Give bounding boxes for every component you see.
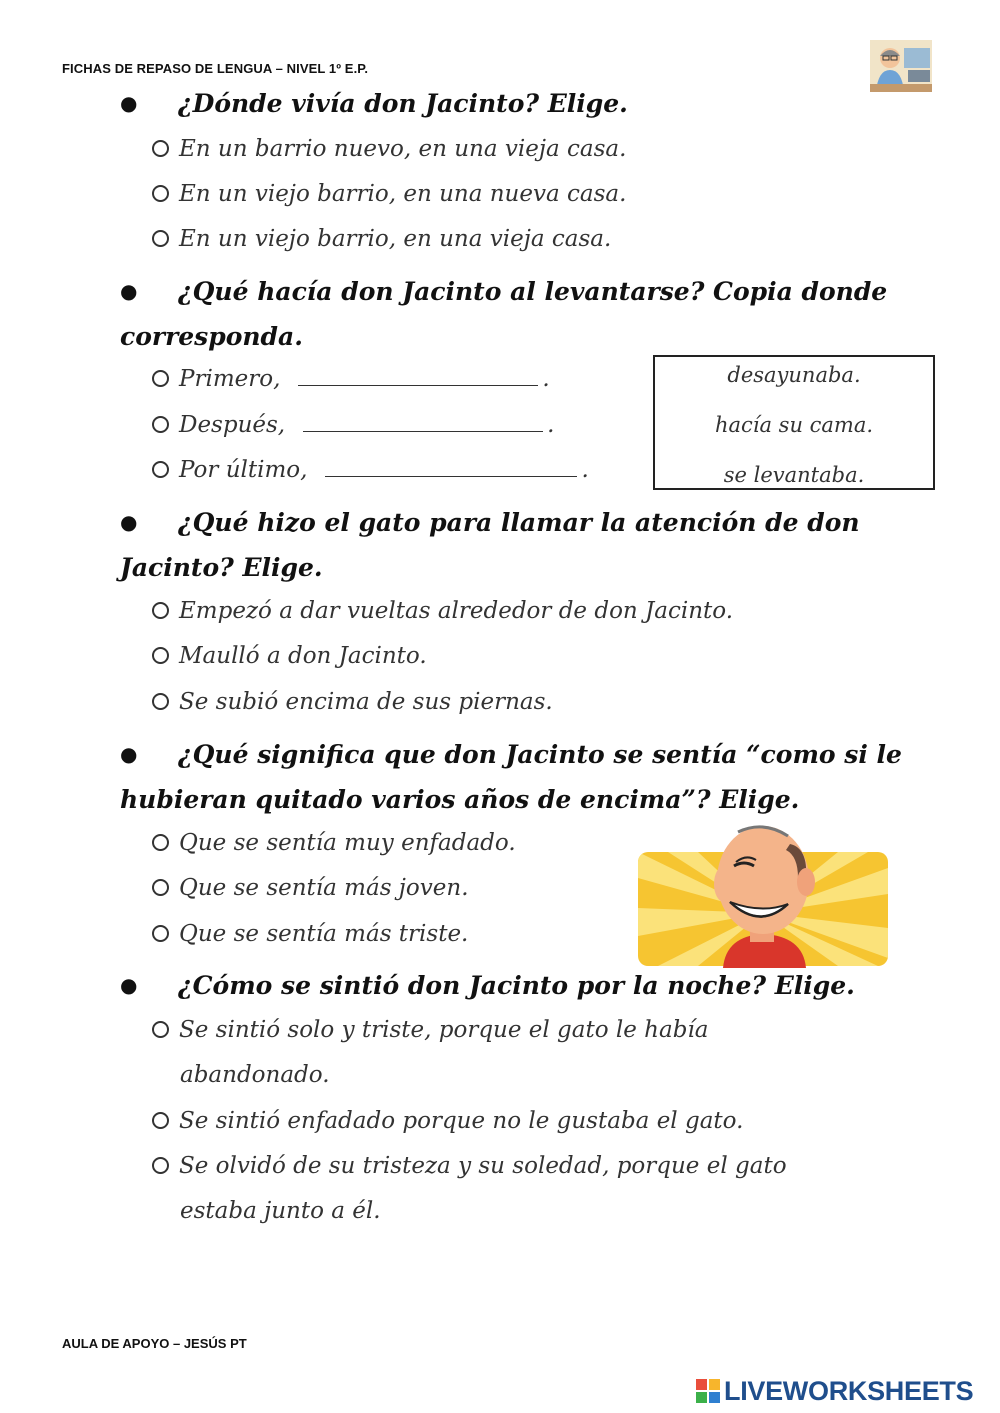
q2-blank-3: Por último, . xyxy=(152,448,632,493)
radio-icon xyxy=(152,370,169,387)
radio-icon xyxy=(152,461,169,478)
q3-option-1[interactable]: Empezó a dar vueltas alrededor de don Jacinto. xyxy=(152,589,942,634)
answer-input-last[interactable] xyxy=(325,454,577,477)
bullet-icon: ● xyxy=(120,279,138,303)
radio-button[interactable] xyxy=(152,925,169,942)
q5-option-1[interactable]: Se sintió solo y triste, porque el gato le había abandonado. xyxy=(152,1008,942,1098)
word-bank-item[interactable]: se levantaba. xyxy=(723,463,865,487)
q4-option-2[interactable]: Que se sentía más joven. xyxy=(152,866,612,911)
radio-button[interactable] xyxy=(152,1157,169,1174)
word-bank-box xyxy=(653,355,935,490)
question-4-cont: hubieran quitado varios años de encima”? Elige. xyxy=(120,785,800,814)
question-2: ● ¿Qué hacía don Jacinto al levantarse? Copia donde xyxy=(120,269,940,314)
q3-option-2[interactable]: Maulló a don Jacinto. xyxy=(152,634,942,679)
word-bank-item[interactable]: desayunaba. xyxy=(727,363,861,387)
q4-option-3[interactable]: Que se sentía más triste. xyxy=(152,912,612,957)
q5-option-2[interactable]: Se sintió enfadado porque no le gustaba el gato. xyxy=(152,1099,942,1144)
q1-option-2[interactable]: En un viejo barrio, en una nueva casa. xyxy=(152,172,942,217)
brand-name: LIVEWORKSHEETS xyxy=(724,1375,974,1406)
question-5: ● ¿Cómo se sintió don Jacinto por la noche? Elige. xyxy=(120,963,940,1008)
radio-icon xyxy=(152,416,169,433)
q2-blank-1: Primero, . xyxy=(152,357,632,402)
answer-input-first[interactable] xyxy=(298,363,538,386)
question-1 xyxy=(120,81,940,126)
word-bank-item[interactable]: hacía su cama. xyxy=(714,413,874,437)
question-1-text: ¿Dónde vivía don Jacinto? Elige. xyxy=(178,89,628,118)
radio-button[interactable] xyxy=(152,1112,169,1129)
question-3: ● ¿Qué hizo el gato para llamar la atención de don xyxy=(120,500,940,545)
radio-button[interactable] xyxy=(152,602,169,619)
happy-man-illustration xyxy=(638,818,888,968)
bullet-icon: ● xyxy=(120,742,138,766)
bullet-icon: ● xyxy=(120,510,138,534)
radio-button[interactable] xyxy=(152,140,169,157)
q1-option-1[interactable]: En un barrio nuevo, en una vieja casa. xyxy=(152,127,942,172)
q3-option-3[interactable]: Se subió encima de sus piernas. xyxy=(152,680,942,725)
liveworksheets-logo-icon xyxy=(696,1379,720,1403)
q4-option-1[interactable]: Que se sentía muy enfadado. xyxy=(152,821,612,866)
happy-man-icon xyxy=(638,818,888,968)
q1-option-3[interactable]: En un viejo barrio, en una vieja casa. xyxy=(152,217,942,262)
radio-button[interactable] xyxy=(152,834,169,851)
question-3-cont: Jacinto? Elige. xyxy=(120,553,323,582)
q2-blank-2: Después, . xyxy=(152,403,632,448)
liveworksheets-logo[interactable] xyxy=(696,1376,973,1406)
bullet-icon: ● xyxy=(120,973,138,997)
q5-option-3[interactable]: Se olvidó de su tristeza y su soledad, porque el gato estaba junto a él. xyxy=(152,1144,942,1234)
radio-button[interactable] xyxy=(152,185,169,202)
radio-button[interactable] xyxy=(152,879,169,896)
question-4: ● ¿Qué significa que don Jacinto se sentía “como si le xyxy=(120,732,940,777)
bullet-icon: ● xyxy=(120,91,138,115)
radio-button[interactable] xyxy=(152,647,169,664)
radio-button[interactable] xyxy=(152,1021,169,1038)
question-2-cont: corresponda. xyxy=(120,322,303,351)
radio-button[interactable] xyxy=(152,693,169,710)
worksheet-header: FICHAS DE REPASO DE LENGUA – NIVEL 1º E.P. xyxy=(62,61,369,76)
worksheet-footer: AULA DE APOYO – JESÚS PT xyxy=(62,1336,247,1351)
answer-input-then[interactable] xyxy=(303,409,543,432)
radio-button[interactable] xyxy=(152,230,169,247)
